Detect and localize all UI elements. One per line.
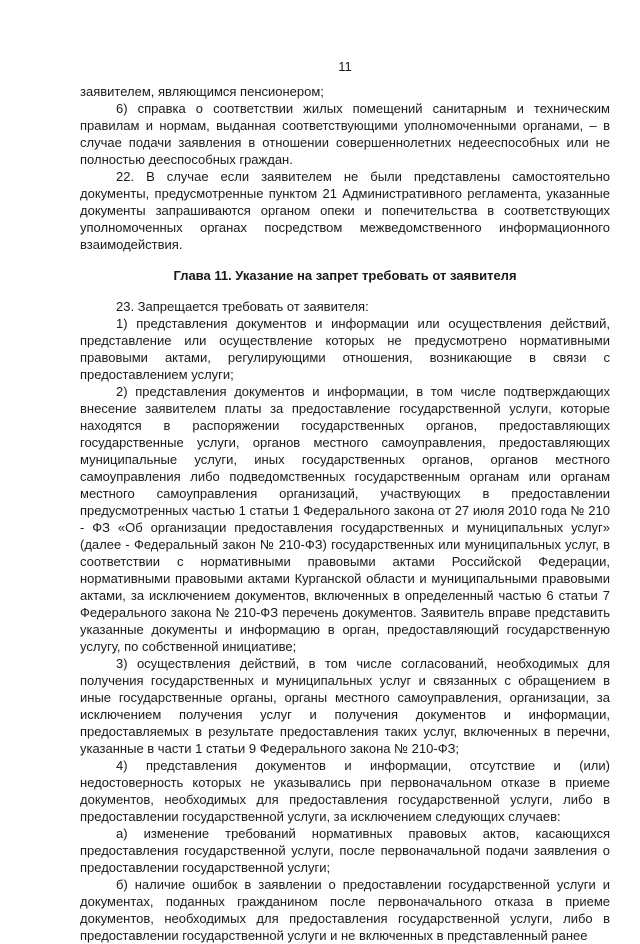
paragraph-clause-23: 23. Запрещается требовать от заявителя: xyxy=(116,299,369,314)
paragraphs-top xyxy=(80,83,610,253)
paragraph-subitem-a: а) изменение требований нормативных правовых актов, касающихся предоставления государственной услуги, после первоначальной подачи заявления о предоставлении государственной услуги; xyxy=(80,826,610,875)
paragraph-item-6: 6) справка о соответствии жилых помещений санитарным и техническим правилам и нормам, выданная соответствующими уполномоченными органами, – в случае подачи заявления в отношении совершеннолетних недееспособных или не полностью дееспособных граждан. xyxy=(80,101,610,167)
paragraphs-bottom xyxy=(80,298,610,944)
document-page xyxy=(80,58,610,944)
chapter-heading: Глава 11. Указание на запрет требовать от заявителя xyxy=(173,268,517,283)
paragraph-item-2: 2) представления документов и информации, в том числе подтверждающих внесение заявителем платы за предоставление государственной услуги, которые находятся в распоряжении государственных органов, предоставляющих государственные услуги, органов местного самоуправления, предоставляющих муниципальные услуги, иных государственных органов, органов местного самоуправления либо подведомственных государственным органам или органам местного самоуправления организаций, участвующих в предоставлении предусмотренных частью 1 статьи 1 Федерального закона от 27 июля 2010 года № 210 - ФЗ «Об организации предоставления государственных и муниципальных услуг» (далее - Федеральный закон № 210-ФЗ) государственных или муниципальных услуг, в соответствии с нормативными правовыми актами Российской Федерации, нормативными правовыми актами Курганской области и муниципальными правовыми актами, за исключением документов, включенных в определенный частью 6 статьи 7 Федерального закона № 210-ФЗ перечень документов. Заявитель вправе представить указанные документы и информацию в орган, предоставляющий государственную услугу, по собственной инициативе; xyxy=(80,384,610,654)
paragraph-item-4: 4) представления документов и информации, отсутствие и (или) недостоверность которых не указывались при первоначальном отказе в приеме документов, необходимых для предоставления государственной услуги, либо в предоставлении государственной услуги, за исключением следующих случаев: xyxy=(80,758,610,824)
paragraph-item-3: 3) осуществления действий, в том числе согласований, необходимых для получения государственных и муниципальных услуг и связанных с обращением в иные государственные органы, органы местного самоуправления, организации, за исключением получения услуг и получения документов и информации, предоставляемых в результате предоставления таких услуг, включенных в перечни, указанные в части 1 статьи 9 Федерального закона № 210-ФЗ; xyxy=(80,656,610,756)
paragraph-clause-22: 22. В случае если заявителем не были представлены самостоятельно документы, предусмотренные пунктом 21 Административного регламента, указанные документы запрашиваются органом опеки и попечительства в соответствующих уполномоченных органах посредством межведомственного информационного взаимодействия. xyxy=(80,169,610,252)
paragraph-subitem-b: б) наличие ошибок в заявлении о предоставлении государственной услуги и документах, поданных гражданином после первоначального отказа в приеме документов, необходимых для предоставления государственной услуги, либо в предоставлении государственной услуги и не включенных в представленный ранее xyxy=(80,877,610,943)
page-number: 11 xyxy=(338,59,352,74)
paragraph-continuation: заявителем, являющимся пенсионером; xyxy=(80,84,324,99)
paragraph-item-1: 1) представления документов и информации или осуществления действий, представление или осуществление которых не предусмотрено нормативными правовыми актами, регулирующими отношения, возникающие в связи с предоставлением услуги; xyxy=(80,316,610,382)
